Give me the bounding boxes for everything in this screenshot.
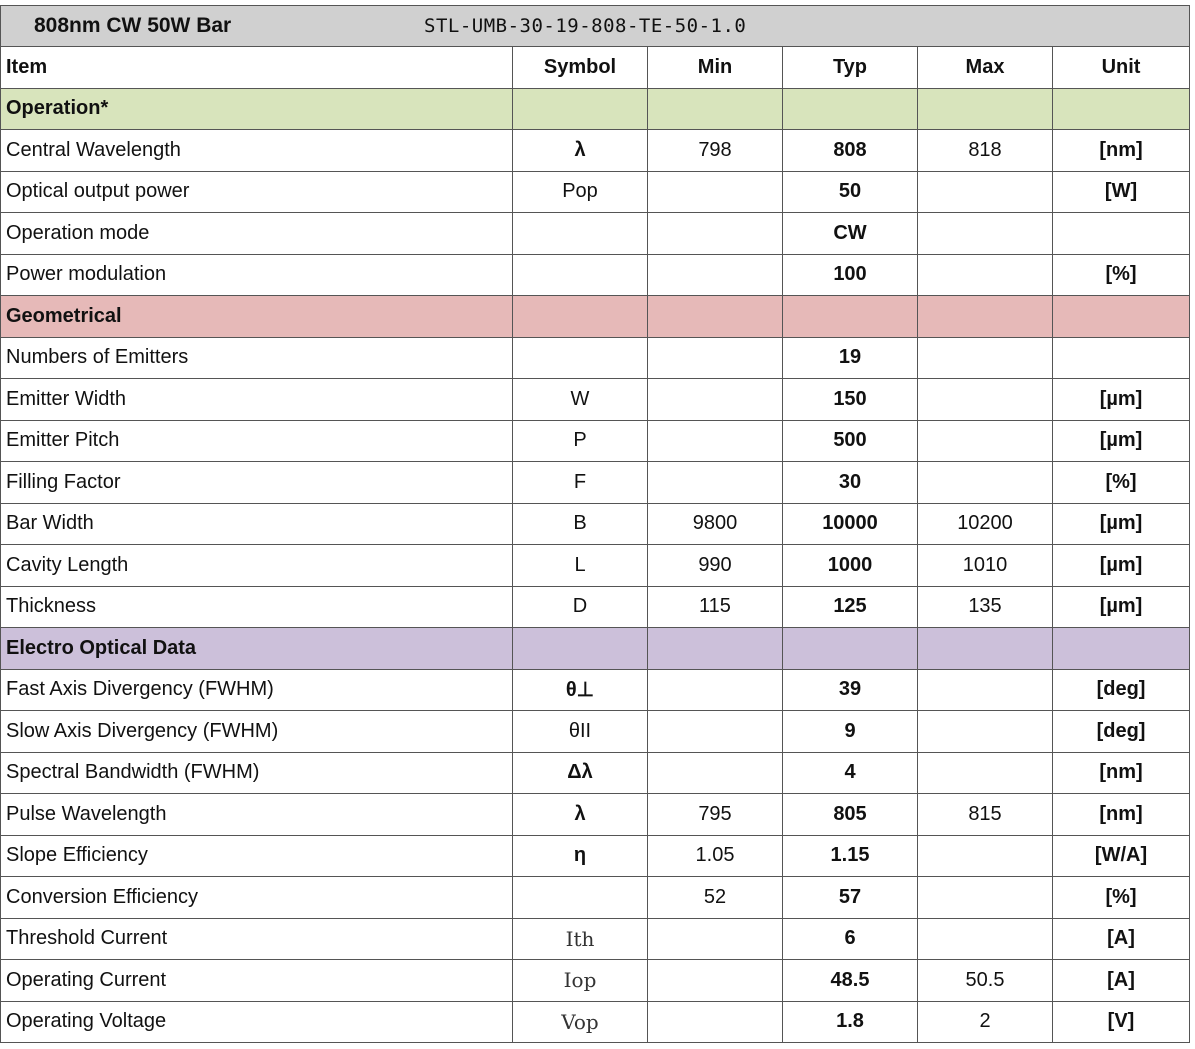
cell-unit: [µm] [1053, 545, 1190, 587]
cell-symbol: L [513, 545, 648, 587]
cell-typ: 150 [783, 379, 918, 421]
table-row [1, 213, 1190, 255]
cell-symbol: θ⊥ [513, 669, 648, 711]
cell-min [648, 711, 783, 753]
cell-typ: CW [783, 213, 918, 255]
cell-item: Pulse Wavelength [1, 794, 513, 836]
cell-max [918, 711, 1053, 753]
section-cell [918, 296, 1053, 338]
title-cell [1, 6, 1190, 47]
cell-min [648, 1001, 783, 1043]
cell-unit: [µm] [1053, 503, 1190, 545]
cell-item: Operation mode [1, 213, 513, 255]
section-cell [783, 88, 918, 130]
cell-item: Operating Current [1, 960, 513, 1002]
section-cell [513, 296, 648, 338]
cell-typ: 50 [783, 171, 918, 213]
section-cell [648, 296, 783, 338]
cell-item: Cavity Length [1, 545, 513, 587]
cell-unit: [nm] [1053, 752, 1190, 794]
table-row [1, 503, 1190, 545]
cell-symbol: B [513, 503, 648, 545]
cell-unit: [W/A] [1053, 835, 1190, 877]
header-min: Min [648, 47, 783, 89]
cell-unit: [µm] [1053, 586, 1190, 628]
cell-symbol: λ [513, 130, 648, 172]
cell-min: 9800 [648, 503, 783, 545]
cell-min: 1.05 [648, 835, 783, 877]
table-row [1, 711, 1190, 753]
cell-unit [1053, 337, 1190, 379]
cell-item: Spectral Bandwidth (FWHM) [1, 752, 513, 794]
cell-unit: [deg] [1053, 711, 1190, 753]
section-title: Geometrical [1, 296, 513, 338]
cell-symbol: P [513, 420, 648, 462]
cell-max: 815 [918, 794, 1053, 836]
cell-max [918, 213, 1053, 255]
cell-item: Operating Voltage [1, 1001, 513, 1043]
cell-max [918, 337, 1053, 379]
cell-item: Filling Factor [1, 462, 513, 504]
table-row [1, 545, 1190, 587]
cell-unit: [A] [1053, 960, 1190, 1002]
cell-min [648, 171, 783, 213]
cell-min [648, 337, 783, 379]
cell-unit: [A] [1053, 918, 1190, 960]
cell-max: 50.5 [918, 960, 1053, 1002]
table-row [1, 462, 1190, 504]
product-title: 808nm CW 50W Bar [34, 14, 232, 37]
table-row [1, 752, 1190, 794]
cell-symbol: W [513, 379, 648, 421]
cell-item: Central Wavelength [1, 130, 513, 172]
cell-min: 52 [648, 877, 783, 919]
table-row [1, 130, 1190, 172]
cell-unit: [µm] [1053, 420, 1190, 462]
cell-max [918, 877, 1053, 919]
cell-max [918, 669, 1053, 711]
cell-item: Optical output power [1, 171, 513, 213]
cell-typ: 57 [783, 877, 918, 919]
cell-max [918, 462, 1053, 504]
cell-symbol: λ [513, 794, 648, 836]
cell-symbol [513, 213, 648, 255]
section-cell [1053, 628, 1190, 670]
product-code: STL-UMB-30-19-808-TE-50-1.0 [424, 15, 747, 37]
cell-typ: 30 [783, 462, 918, 504]
cell-item: Emitter Width [1, 379, 513, 421]
table-row [1, 379, 1190, 421]
spec-table [0, 5, 1190, 1043]
cell-symbol: Iop [513, 960, 648, 1002]
cell-typ: 805 [783, 794, 918, 836]
header-typ: Typ [783, 47, 918, 89]
cell-typ: 1000 [783, 545, 918, 587]
section-row [1, 88, 1190, 130]
cell-max: 818 [918, 130, 1053, 172]
table-row [1, 960, 1190, 1002]
table-row [1, 171, 1190, 213]
cell-symbol [513, 254, 648, 296]
cell-min [648, 752, 783, 794]
cell-symbol: Δλ [513, 752, 648, 794]
header-max: Max [918, 47, 1053, 89]
section-cell [1053, 88, 1190, 130]
cell-min [648, 213, 783, 255]
cell-max [918, 171, 1053, 213]
section-title: Electro Optical Data [1, 628, 513, 670]
table-row [1, 835, 1190, 877]
cell-typ: 125 [783, 586, 918, 628]
section-cell [918, 88, 1053, 130]
cell-typ: 19 [783, 337, 918, 379]
cell-min [648, 420, 783, 462]
table-row [1, 669, 1190, 711]
cell-item: Power modulation [1, 254, 513, 296]
cell-item: Slow Axis Divergency (FWHM) [1, 711, 513, 753]
cell-item: Conversion Efficiency [1, 877, 513, 919]
cell-typ: 1.15 [783, 835, 918, 877]
cell-typ: 100 [783, 254, 918, 296]
cell-min [648, 669, 783, 711]
cell-symbol [513, 337, 648, 379]
cell-min [648, 960, 783, 1002]
cell-symbol: Vop [513, 1001, 648, 1043]
cell-unit: [µm] [1053, 379, 1190, 421]
cell-max [918, 420, 1053, 462]
cell-max [918, 752, 1053, 794]
cell-symbol: Pop [513, 171, 648, 213]
cell-max [918, 835, 1053, 877]
section-cell [648, 88, 783, 130]
cell-min: 798 [648, 130, 783, 172]
header-unit: Unit [1053, 47, 1190, 89]
cell-typ: 48.5 [783, 960, 918, 1002]
cell-max: 1010 [918, 545, 1053, 587]
cell-item: Numbers of Emitters [1, 337, 513, 379]
cell-symbol: θII [513, 711, 648, 753]
header-symbol: Symbol [513, 47, 648, 89]
cell-unit [1053, 213, 1190, 255]
cell-typ: 10000 [783, 503, 918, 545]
header-row [1, 47, 1190, 89]
section-cell [783, 628, 918, 670]
cell-item: Slope Efficiency [1, 835, 513, 877]
cell-item: Emitter Pitch [1, 420, 513, 462]
cell-min [648, 379, 783, 421]
cell-typ: 500 [783, 420, 918, 462]
cell-typ: 9 [783, 711, 918, 753]
cell-unit: [deg] [1053, 669, 1190, 711]
cell-unit: [%] [1053, 254, 1190, 296]
cell-symbol: η [513, 835, 648, 877]
cell-item: Bar Width [1, 503, 513, 545]
cell-max [918, 918, 1053, 960]
cell-symbol: Ith [513, 918, 648, 960]
title-row [1, 6, 1190, 47]
table-row [1, 254, 1190, 296]
cell-max: 10200 [918, 503, 1053, 545]
cell-typ: 808 [783, 130, 918, 172]
section-row [1, 296, 1190, 338]
cell-typ: 4 [783, 752, 918, 794]
cell-max [918, 379, 1053, 421]
section-cell [513, 628, 648, 670]
cell-item: Fast Axis Divergency (FWHM) [1, 669, 513, 711]
cell-max: 2 [918, 1001, 1053, 1043]
cell-symbol: D [513, 586, 648, 628]
section-cell [1053, 296, 1190, 338]
cell-unit: [%] [1053, 877, 1190, 919]
section-cell [513, 88, 648, 130]
section-cell [918, 628, 1053, 670]
table-row [1, 877, 1190, 919]
cell-unit: [%] [1053, 462, 1190, 504]
cell-symbol [513, 877, 648, 919]
cell-min: 990 [648, 545, 783, 587]
cell-min [648, 254, 783, 296]
cell-symbol: F [513, 462, 648, 504]
table-row [1, 420, 1190, 462]
cell-typ: 39 [783, 669, 918, 711]
cell-min [648, 918, 783, 960]
cell-item: Thickness [1, 586, 513, 628]
cell-item: Threshold Current [1, 918, 513, 960]
section-cell [648, 628, 783, 670]
cell-unit: [W] [1053, 171, 1190, 213]
section-cell [783, 296, 918, 338]
section-title: Operation* [1, 88, 513, 130]
header-item: Item [1, 47, 513, 89]
section-row [1, 628, 1190, 670]
cell-max [918, 254, 1053, 296]
table-row [1, 794, 1190, 836]
table-row [1, 918, 1190, 960]
cell-typ: 1.8 [783, 1001, 918, 1043]
table-row [1, 337, 1190, 379]
cell-typ: 6 [783, 918, 918, 960]
cell-unit: [nm] [1053, 130, 1190, 172]
cell-unit: [V] [1053, 1001, 1190, 1043]
cell-max: 135 [918, 586, 1053, 628]
cell-min [648, 462, 783, 504]
table-row [1, 586, 1190, 628]
table-row [1, 1001, 1190, 1043]
cell-unit: [nm] [1053, 794, 1190, 836]
cell-min: 115 [648, 586, 783, 628]
cell-min: 795 [648, 794, 783, 836]
